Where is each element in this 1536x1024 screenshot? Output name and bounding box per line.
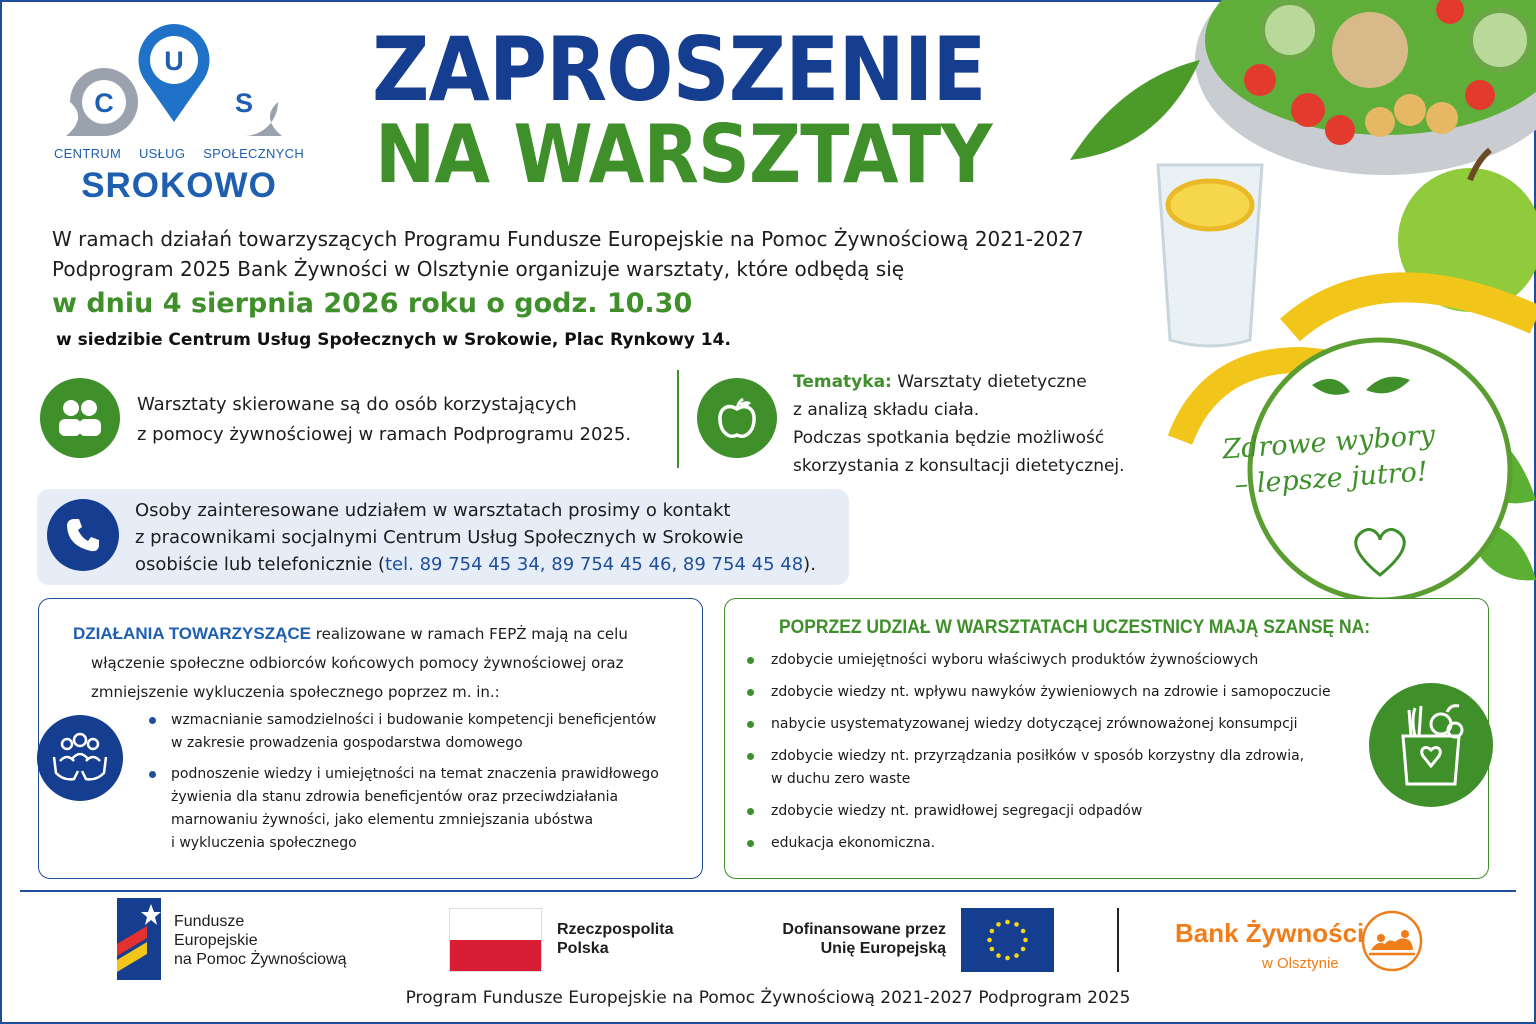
fe-line-2: Europejskie <box>174 932 258 949</box>
intro-line-1: W ramach działań towarzyszących Programu Fundusze Europejskie na Pomoc Żywnościową 2021-2027 <box>52 227 1084 251</box>
fe-logo-text <box>174 912 347 969</box>
slogan-line-1: Zdrowe wybory <box>1221 419 1437 466</box>
polish-flag <box>449 908 542 972</box>
program-footer: Program Fundusze Europejskie na Pomoc Żywnościową 2021-2027 Podprogram 2025 <box>405 988 1131 1008</box>
logo-letter-s: S <box>234 88 254 118</box>
list-item <box>745 745 1365 791</box>
bank-subtitle: w Olsztynie <box>1262 955 1339 972</box>
fe-line-1: Fundusze <box>174 913 245 930</box>
phone-icon <box>47 499 119 571</box>
list-item: zdobycie wiedzy nt. wpływu nawyków żywieniowych na zdrowie i samopoczucie <box>745 681 1365 704</box>
topic-text <box>793 368 1173 480</box>
list-item-line: wzmacnianie samodzielności i budowanie kompetencji beneficjentów <box>171 712 657 728</box>
fe-logo-icon <box>117 898 161 980</box>
cus-logo-mark <box>44 18 314 148</box>
contact-line-3-prefix: osobiście lub telefonicznie ( <box>135 554 385 575</box>
logo-subtitle: CENTRUM USŁUG SPOŁECZNYCH <box>53 146 305 161</box>
bank-title: Bank Żywności <box>1175 918 1365 948</box>
activities-text-2: włączenie społeczne odbiorców końcowych pomocy żywnościowej oraz <box>91 654 624 672</box>
eu-line-2: Unię Europejską <box>820 940 946 957</box>
footer-divider <box>20 890 1516 892</box>
list-item: zdobycie umiejętności wyboru właściwych produktów żywnościowych <box>745 649 1365 672</box>
bank-logo-icon <box>1361 910 1423 972</box>
rp-line-2: Polska <box>557 940 609 957</box>
activities-panel <box>38 598 703 879</box>
topic-line-2: z analizą składu ciała. <box>793 400 980 420</box>
slogan-line-2: – lepsze jutro! <box>1233 456 1429 501</box>
intro-text <box>52 224 1152 284</box>
list-item-line: w duchu zero waste <box>771 771 911 787</box>
topic-line-1: Warsztaty dietetyczne <box>897 372 1087 392</box>
eu-line-1: Dofinansowane przez <box>782 921 946 938</box>
title-line-2: NA WARSZTATY <box>375 108 992 201</box>
list-item-line: zdobycie wiedzy nt. przyrządzania posiłków v sposób korzystny dla zdrowia, <box>771 748 1305 764</box>
vegetable-bag-icon <box>1369 683 1493 807</box>
activities-text-1: realizowane w ramach FEPŻ mają na celu <box>311 625 628 643</box>
event-place: w siedzibie Centrum Usług Społecznych w Srokowie, Plac Rynkowy 14. <box>56 330 731 350</box>
benefits-title: POPRZEZ UDZIAŁ W WARSZTATACH UCZESTNICY MAJĄ SZANSĘ NA: <box>779 617 1371 638</box>
logo-city: SROKOWO <box>81 166 277 205</box>
eu-text <box>740 920 946 958</box>
list-item-line: w zakresie prowadzenia gospodarstwa domowego <box>171 735 523 751</box>
list-item-line: marnowaniu żywności, jako elementu zmniejszania ubóstwa <box>171 812 594 828</box>
title-line-1: ZAPROSZENIE <box>372 18 986 121</box>
logo-letter-c: C <box>94 88 114 118</box>
contact-line-1: Osoby zainteresowane udziałem w warsztatach prosimy o kontakt <box>135 500 731 521</box>
target-line-2: z pomocy żywnościowej w ramach Podprogramu 2025. <box>137 424 632 445</box>
topic-line-3: Podczas spotkania będzie możliwość <box>793 428 1105 448</box>
list-item: edukacja ekonomiczna. <box>745 832 1365 855</box>
event-date: w dniu 4 sierpnia 2026 roku o godz. 10.30 <box>52 288 693 319</box>
benefits-panel <box>724 598 1489 879</box>
intro-line-2: Podprogram 2025 Bank Żywności w Olsztynie organizuje warsztaty, które odbędą się <box>52 257 905 281</box>
list-item: zdobycie wiedzy nt. prawidłowej segregacji odpadów <box>745 800 1365 823</box>
activities-lead: DZIAŁANIA TOWARZYSZĄCE <box>73 624 311 643</box>
list-item-line: i wykluczenia społecznego <box>171 835 357 851</box>
community-hands-icon <box>37 715 123 801</box>
contact-line-3-suffix: ). <box>803 554 816 575</box>
contact-phones: tel. 89 754 45 34, 89 754 45 46, 89 754 45 48 <box>385 554 804 575</box>
topic-label: Tematyka: <box>793 372 892 392</box>
divider <box>677 370 679 468</box>
list-item-line: żywienia dla stanu zdrowia beneficjentów oraz przeciwdziałania <box>171 789 619 805</box>
people-icon <box>40 378 120 458</box>
list-item <box>147 763 697 855</box>
topic-line-4: skorzystania z konsultacji dietetycznej. <box>793 456 1125 476</box>
cus-logo <box>44 18 314 208</box>
apple-icon <box>697 378 777 458</box>
rp-line-1: Rzeczpospolita <box>557 921 674 938</box>
contact-line-2: z pracownikami socjalnymi Centrum Usług Społecznych w Srokowie <box>135 527 744 548</box>
activities-text-3: zmniejszenie wykluczenia społecznego poprzez m. in.: <box>91 683 500 701</box>
activities-header <box>73 619 693 707</box>
list-item: nabycie usystematyzowanej wiedzy dotyczącej zrównoważonej konsumpcji <box>745 713 1365 736</box>
list-item-line: podnoszenie wiedzy i umiejętności na temat znaczenia prawidłowego <box>171 766 659 782</box>
contact-text <box>135 497 855 578</box>
list-item <box>147 709 697 755</box>
logo-letter-u: U <box>164 46 184 76</box>
target-line-1: Warsztaty skierowane są do osób korzystających <box>137 394 577 415</box>
eu-flag-icon <box>961 908 1054 972</box>
healthy-food-illustration <box>1050 0 1536 600</box>
fe-line-3: na Pomoc Żywnościową <box>174 951 347 968</box>
footer-separator <box>1117 908 1119 972</box>
target-group-text <box>137 390 677 450</box>
benefits-list <box>745 649 1365 864</box>
rp-text <box>557 920 673 958</box>
activities-list <box>147 709 697 863</box>
